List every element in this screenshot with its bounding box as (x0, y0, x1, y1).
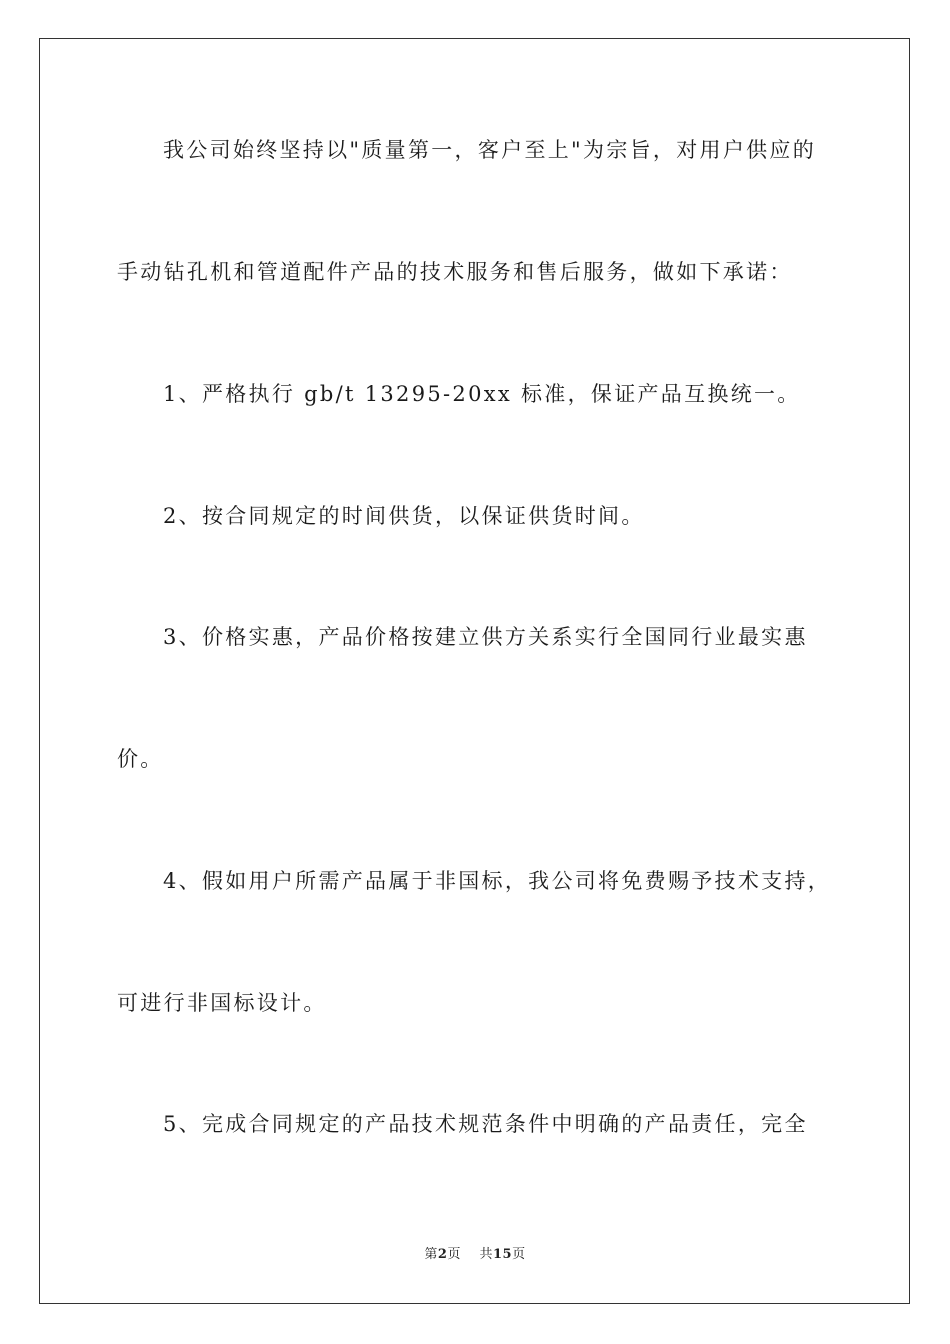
total-pages: 15 (493, 1247, 513, 1262)
page-suffix: 页 (447, 1247, 461, 1262)
commitment-item-4-line-1: 4、假如用户所需产品属于非国标，我公司将免费赐予技术支持， (163, 869, 832, 893)
commitment-item-4-line-2: 可进行非国标设计。 (117, 991, 327, 1015)
paragraph-intro-line-1: 我公司始终坚持以"质量第一，客户至上"为宗旨，对用户供应的 (163, 138, 817, 162)
commitment-item-3-line-2: 价。 (117, 747, 164, 771)
total-suffix: 页 (512, 1247, 526, 1262)
commitment-item-5-line-1: 5、完成合同规定的产品技术规范条件中明确的产品责任，完全 (163, 1112, 808, 1136)
commitment-item-2: 2、按合同规定的时间供货，以保证供货时间。 (163, 504, 645, 528)
commitment-item-3-line-1: 3、价格实惠，产品价格按建立供方关系实行全国同行业最实惠 (163, 625, 808, 649)
paragraph-intro-line-2: 手动钻孔机和管道配件产品的技术服务和售后服务，做如下承诺： (117, 260, 793, 284)
commitment-item-1: 1、严格执行 gb/t 13295-20xx 标准，保证产品互换统一。 (163, 382, 801, 406)
page-number: 2 (437, 1247, 448, 1262)
page-prefix: 第 (424, 1247, 438, 1262)
page-footer (0, 1246, 950, 1264)
total-prefix: 共 (479, 1247, 493, 1262)
